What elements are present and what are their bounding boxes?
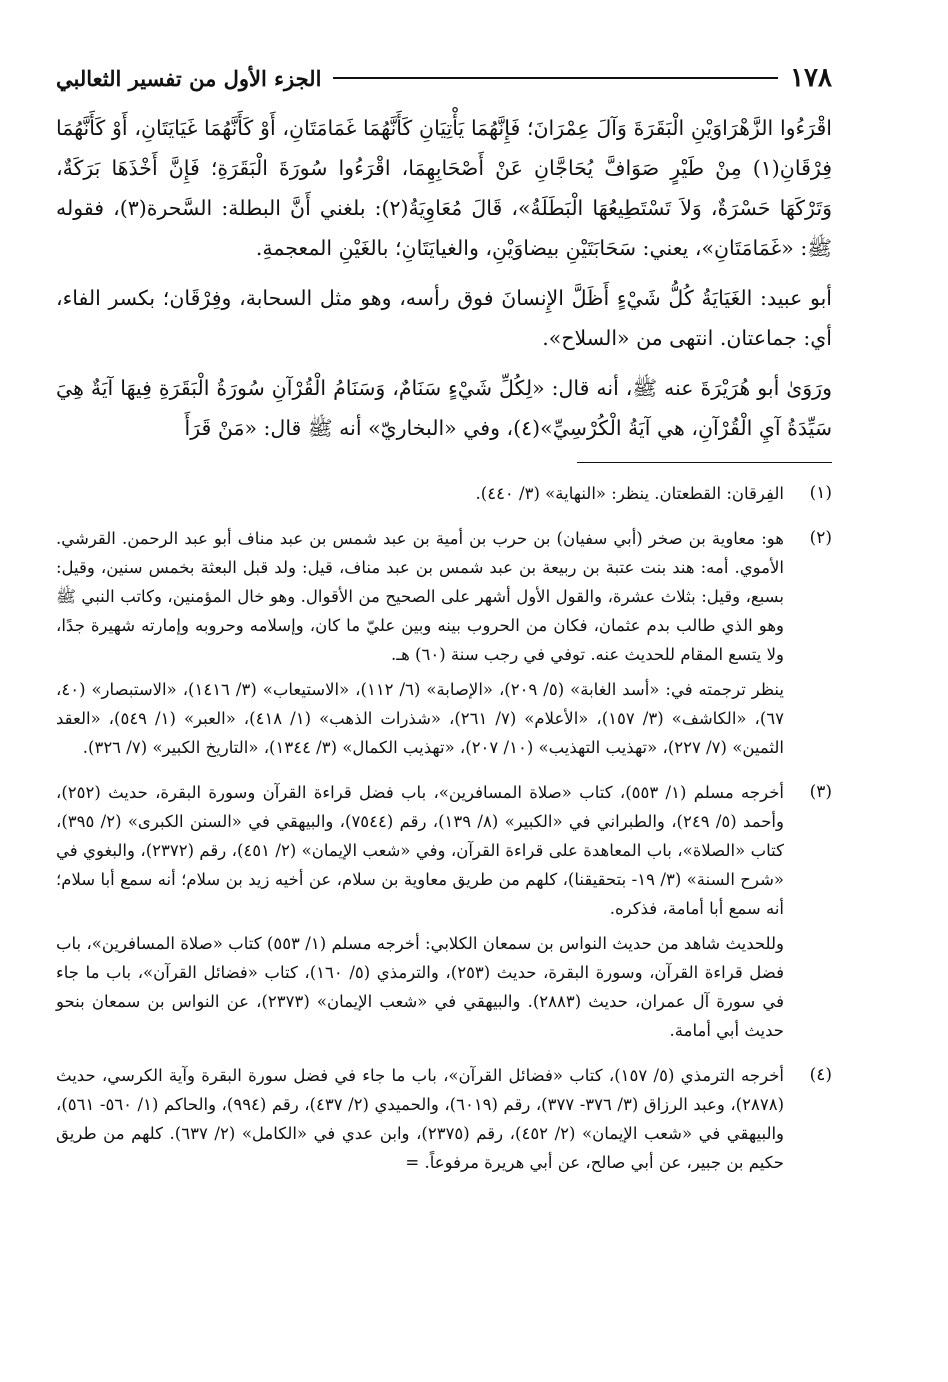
footnote (56, 1061, 832, 1183)
footnote-number: (١) (809, 483, 832, 503)
footnote-separator (577, 462, 832, 463)
running-header (56, 58, 832, 98)
running-title: الجزء الأول من تفسير الثعالبي (56, 65, 322, 91)
footnote-number: (٣) (809, 782, 832, 802)
footnote (56, 479, 832, 514)
page-number: ١٧٨ (790, 63, 832, 93)
main-paragraph: ورَوَىٰ أبو هُرَيْرَةَ عنه ﷺ، أنه قال: «لِكُلِّ شَيْءٍ سَنَامٌ، وَسَنَامُ الْقُرْآنِ سُورَةُ الْبَقَرَةِ فِيهَا آيَةٌ هِيَ سَيِّدَةُ آيِ الْقُرْآنِ، هي آيَةُ الْكُرْسِيِّ»(٤)، وفي «البخاريّ» أنه ﷺ قال: «مَنْ قَرَأَ (56, 376, 832, 440)
footnote-paragraph: وللحديث شاهد من حديث النواس بن سمعان الكلابي: أخرجه مسلم (١/ ٥٥٣) كتاب «صلاة المسافرين»، باب فضل قراءة القرآن، وسورة البقرة، حديث (٢٥٣)، والترمذي (٥/ ١٦٠)، كتاب «فضائل القرآن»، باب ما جاء في سورة آل عمران، حديث (٢٨٨٣). والبيهقي في «شعب الإيمان» (٢٣٧٣)، عن النواس بن سمعان بنحو حديث أبي أمامة. (56, 934, 785, 1040)
footnote-body (56, 479, 784, 514)
footnote-number: (٢) (809, 528, 832, 548)
footnote-body (56, 524, 784, 768)
footnotes (56, 479, 832, 1183)
footnote (56, 778, 832, 1051)
footnote-paragraph: الفِرقان: القطعتان. ينظر: «النهاية» (٣/ ٤٤٠). (475, 484, 784, 503)
footnote (56, 524, 832, 768)
main-paragraph: اقْرَءُوا الزَّهْرَاوَيْنِ الْبَقَرَةَ وَآلَ عِمْرَانَ؛ فَإِنَّهُمَا يَأْتِيَانِ كَأَنَّهُمَا غَمَامَتَانِ، أَوْ كَأَنَّهُمَا غَيَايَتَانِ، أَوْ كَأَنَّهُمَا فِرْقَانِ(١) مِنْ طَيْرٍ صَوَافَّ يُحَاجَّانِ عَنْ أَصْحَابِهِمَا، اقْرَءُوا سُورَةَ الْبَقَرَةِ؛ فَإِنَّ أَخْذَهَا بَرَكَةٌ، وَتَرْكَهَا حَسْرَةٌ، وَلاَ تَسْتَطِيعُهَا الْبَطَلَةُ»، قَالَ مُعَاوِيَةُ(٢): بلغني أَنَّ البطلة: السَّحرة(٣)، فقوله ﷺ: «غَمَامَتَانِ»، يعني: سَحَابَتَيْنِ بيضاوَيْنِ، والغيايَتَانِ؛ بالغَيْنِ المعجمةِ. (56, 116, 832, 260)
footnote-number: (٤) (809, 1065, 832, 1085)
main-paragraph: أبو عبيد: الغَيَايَةُ كُلُّ شَيْءٍ أَظَلَّ الإِنسانَ فوق رأسه، وهو مثل السحابة، وفِرْقَان؛ بكسر الفاء، أي: جماعتان. انتهى من «السلاح». (56, 286, 832, 350)
footnote-paragraph: أخرجه الترمذي (٥/ ١٥٧)، كتاب «فضائل القرآن»، باب ما جاء في فضل سورة البقرة وآية الكرسي، حديث (٢٨٧٨)، وعبد الرزاق (٣/ ٣٧٦- ٣٧٧)، رقم (٦٠١٩)، والحميدي (٢/ ٤٣٧)، رقم (٩٩٤)، والحاكم (١/ ٥٦٠- ٥٦١)، والبيهقي في «شعب الإيمان» (٢/ ٤٥٢)، رقم (٢٣٧٥)، وابن عدي في «الكامل» (٢/ ٦٣٧). كلهم من طريق حكيم بن جبير، عن أبي صالح، عن أبي هريرة مرفوعاً. = (56, 1066, 785, 1172)
footnote-body (56, 1061, 784, 1183)
header-rule (333, 77, 778, 79)
footnote-paragraph: أخرجه مسلم (١/ ٥٥٣)، كتاب «صلاة المسافرين»، باب فضل قراءة القرآن وسورة البقرة، حديث (٢٥٢)، وأحمد (٥/ ٢٤٩)، والطبراني في «الكبير» (٨/ ١٣٩)، رقم (٧٥٤٤)، والبيهقي في «السنن الكبرى» (٢/ ٣٩٥)، كتاب «الصلاة»، باب المعاهدة على قراءة القرآن، وفي «شعب الإيمان» (٢/ ٤٥١)، رقم (٢٣٧٢)، والبغوي في «شرح السنة» (٣/ ١٩- بتحقيقنا)، كلهم من طريق معاوية بن سلام، عن أخيه زيد بن سلام؛ أنه سمع أبا سلام؛ أنه سمع أبا أمامة، فذكره. (56, 783, 784, 918)
footnote-body (56, 778, 784, 1051)
main-text (56, 108, 832, 448)
footnote-paragraph: ينظر ترجمته في: «أسد الغابة» (٥/ ٢٠٩)، «الإصابة» (٦/ ١١٢)، «الاستيعاب» (٣/ ١٤١٦)، «الاستبصار» (٤٠، ٦٧)، «الكاشف» (٣/ ١٥٧)، «الأعلام» (٧/ ٢٦١)، «شذرات الذهب» (١/ ٤١٨)، «العبر» (١/ ٥٤٩)، «العقد الثمين» (٧/ ٢٢٧)، «تهذيب التهذيب» (١٠/ ٢٠٧)، «تهذيب الكمال» (٣/ ١٣٤٤)، «التاريخ الكبير» (٧/ ٣٢٦). (56, 680, 785, 757)
footnote-paragraph: هو: معاوية بن صخر (أبي سفيان) بن حرب بن أمية بن عبد شمس بن عبد مناف أبو عبد الرحمن. القرشي. الأموي. أمه: هند بنت عتبة بن ربيعة بن عبد شمس بن عبد مناف، قيل: ولد قبل البعثة بخمس سنين، وقيل: بسبع، وقيل: بثلاث عشرة، والقول الأول أشهر على الصحيح من الأقوال. وهو خال المؤمنين، وكاتب النبي ﷺ وهو الذي طالب بدم عثمان، فكان من الحروب بينه وبين عليّ ما كان، وإسلامه وحروبه وإمارته شهيرة جدًا، ولا يتسع المقام للحديث عنه. توفي في رجب سنة (٦٠) هـ. (56, 529, 784, 664)
